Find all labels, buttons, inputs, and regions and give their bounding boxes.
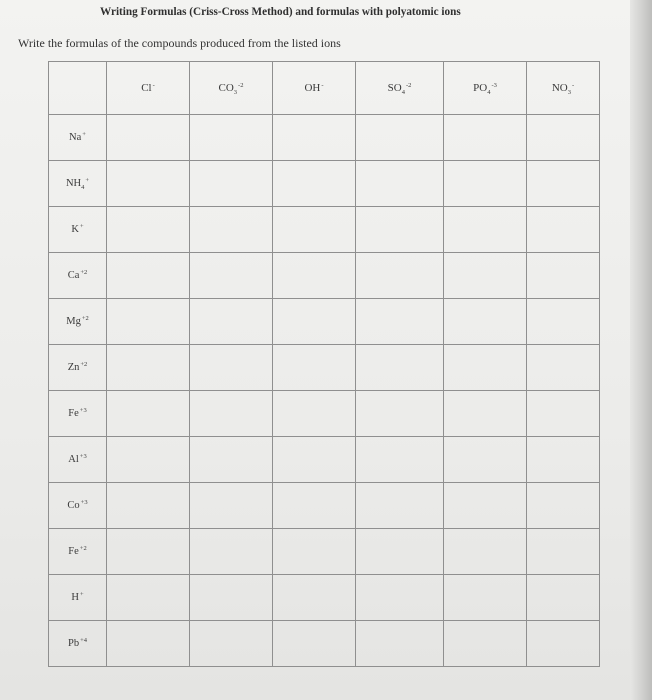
worksheet-instructions: Write the formulas of the compounds produced from the listed ions [18,36,341,50]
answer-cell[interactable] [527,391,600,437]
answer-cell[interactable] [527,253,600,299]
answer-cell[interactable] [527,575,600,621]
cation-label [49,391,107,437]
answer-cell[interactable] [527,621,600,667]
cation-charge: +3 [79,453,87,460]
cation-charge: + [82,131,86,138]
answer-cell[interactable] [356,529,444,575]
anion-header [444,62,527,115]
anion-base: OH [304,82,321,94]
cation-label [49,299,107,345]
answer-cell[interactable] [527,299,600,345]
cation-symbol [66,178,89,189]
answer-cell[interactable] [527,115,600,161]
table-row [49,575,600,621]
cation-label [49,207,107,253]
answer-cell[interactable] [273,207,356,253]
anion-charge: -2 [238,82,244,89]
answer-cell[interactable] [356,621,444,667]
table-row [49,391,600,437]
anion-subscript: 3 [233,89,238,96]
anion-charge: -2 [405,82,412,89]
anion-header [273,62,356,115]
cation-charge: +2 [80,361,88,368]
answer-cell[interactable] [273,253,356,299]
cation-symbol [66,316,89,327]
answer-cell[interactable] [444,207,527,253]
anion-base: PO [473,82,488,94]
answer-cell[interactable] [107,575,190,621]
cation-symbol [68,546,86,557]
answer-cell[interactable] [444,575,527,621]
answer-cell[interactable] [356,345,444,391]
answer-cell[interactable] [356,253,444,299]
cation-charge: +4 [80,637,87,644]
cation-base: Zn [67,362,80,373]
cation-symbol [71,592,83,603]
table-row [49,207,600,253]
answer-cell[interactable] [356,391,444,437]
corner-cell [49,62,107,115]
cation-charge: +2 [80,269,88,276]
anion-symbol [219,82,244,94]
cation-charge: + [79,223,84,230]
cation-charge: +3 [80,499,88,506]
anion-symbol [304,82,323,94]
answer-cell[interactable] [273,345,356,391]
cation-symbol [69,132,86,143]
cation-label [49,115,107,161]
table-row [49,345,600,391]
answer-cell[interactable] [527,345,600,391]
cation-label [49,529,107,575]
cation-base: Pb [67,638,80,649]
formula-grid [48,61,600,667]
table-row [49,437,600,483]
anion-subscript: 3 [567,89,571,96]
anion-subscript: 4 [401,89,405,96]
answer-cell[interactable] [356,575,444,621]
answer-cell[interactable] [527,161,600,207]
answer-cell[interactable] [190,253,273,299]
answer-cell[interactable] [107,299,190,345]
answer-cell[interactable] [444,437,527,483]
answer-cell[interactable] [273,115,356,161]
answer-cell[interactable] [190,437,273,483]
table-row [49,253,600,299]
answer-cell[interactable] [273,483,356,529]
answer-cell[interactable] [273,575,356,621]
cation-label [49,345,107,391]
cation-charge: +2 [81,315,89,322]
table-row [49,299,600,345]
answer-cell[interactable] [444,621,527,667]
cation-base: Na [69,132,82,143]
cation-symbol [68,408,86,419]
cation-charge: +3 [79,407,87,414]
answer-cell[interactable] [190,299,273,345]
anion-subscript: 4 [487,89,491,96]
answer-cell[interactable] [190,575,273,621]
anion-charge: - [321,82,324,89]
anion-charge: - [152,82,155,89]
answer-cell[interactable] [527,529,600,575]
answer-cell[interactable] [107,345,190,391]
cation-base: Ca [67,270,80,281]
answer-cell[interactable] [356,437,444,483]
anion-header [107,62,190,115]
anion-base: Cl [141,82,152,94]
answer-cell[interactable] [190,161,273,207]
answer-cell[interactable] [444,253,527,299]
cation-charge: + [85,177,90,184]
answer-cell[interactable] [356,161,444,207]
cation-subscript: 4 [81,184,85,191]
cation-charge: + [79,591,84,598]
answer-cell[interactable] [444,391,527,437]
table-row [49,621,600,667]
answer-cell[interactable] [444,161,527,207]
answer-cell[interactable] [190,483,273,529]
answer-cell[interactable] [527,483,600,529]
answer-cell[interactable] [107,391,190,437]
cation-base: Al [68,454,79,465]
worksheet-title: Writing Formulas (Criss-Cross Method) and formulas with polyatomic ions [100,6,461,18]
table-row [49,483,600,529]
answer-cell[interactable] [527,207,600,253]
anion-base: SO [387,82,402,94]
cation-label [49,575,107,621]
answer-cell[interactable] [190,391,273,437]
cation-label [49,621,107,667]
cation-label [49,437,107,483]
cation-base: NH [65,178,82,189]
answer-cell[interactable] [273,161,356,207]
anion-header [190,62,273,115]
cation-base: Co [67,500,80,511]
cation-base: Fe [68,408,79,419]
answer-cell[interactable] [190,621,273,667]
cation-symbol [68,454,86,465]
cation-symbol [68,362,88,373]
anion-base: CO [218,82,234,94]
cation-symbol [68,638,87,649]
answer-cell[interactable] [107,621,190,667]
table-row [49,529,600,575]
answer-cell[interactable] [190,207,273,253]
cation-symbol [67,500,87,511]
answer-cell[interactable] [107,529,190,575]
answer-cell[interactable] [107,483,190,529]
answer-cell[interactable] [356,483,444,529]
cation-base: H [71,592,79,603]
anion-symbol [388,82,412,94]
anion-header [527,62,600,115]
cation-label [49,483,107,529]
answer-cell[interactable] [107,115,190,161]
answer-cell[interactable] [444,299,527,345]
answer-cell[interactable] [273,299,356,345]
anion-symbol [552,82,574,94]
answer-cell[interactable] [444,115,527,161]
cation-symbol [68,270,88,281]
answer-cell[interactable] [273,437,356,483]
cation-symbol [71,224,83,235]
answer-cell[interactable] [356,207,444,253]
anion-header [356,62,444,115]
anion-charge: -3 [491,82,497,89]
answer-cell[interactable] [273,529,356,575]
answer-cell[interactable] [444,483,527,529]
answer-cell[interactable] [444,345,527,391]
table-row [49,115,600,161]
anion-symbol [141,82,155,94]
answer-cell[interactable] [107,253,190,299]
cation-base: K [71,224,79,235]
answer-cell[interactable] [273,391,356,437]
answer-cell[interactable] [190,115,273,161]
answer-cell[interactable] [190,345,273,391]
answer-cell[interactable] [107,207,190,253]
anion-charge: - [571,82,575,89]
grid-body [49,115,600,667]
cation-base: Mg [66,316,81,327]
answer-cell[interactable] [190,529,273,575]
answer-cell[interactable] [527,437,600,483]
answer-cell[interactable] [356,299,444,345]
anion-header-row [49,62,600,115]
answer-cell[interactable] [356,115,444,161]
page-edge [630,0,652,700]
answer-cell[interactable] [107,161,190,207]
cation-label [49,161,107,207]
anion-base: NO [551,82,568,94]
answer-cell[interactable] [107,437,190,483]
cation-base: Fe [68,546,79,557]
answer-cell[interactable] [444,529,527,575]
cation-charge: +2 [79,545,87,552]
table-row [49,161,600,207]
anion-symbol [473,82,497,94]
cation-label [49,253,107,299]
answer-cell[interactable] [273,621,356,667]
